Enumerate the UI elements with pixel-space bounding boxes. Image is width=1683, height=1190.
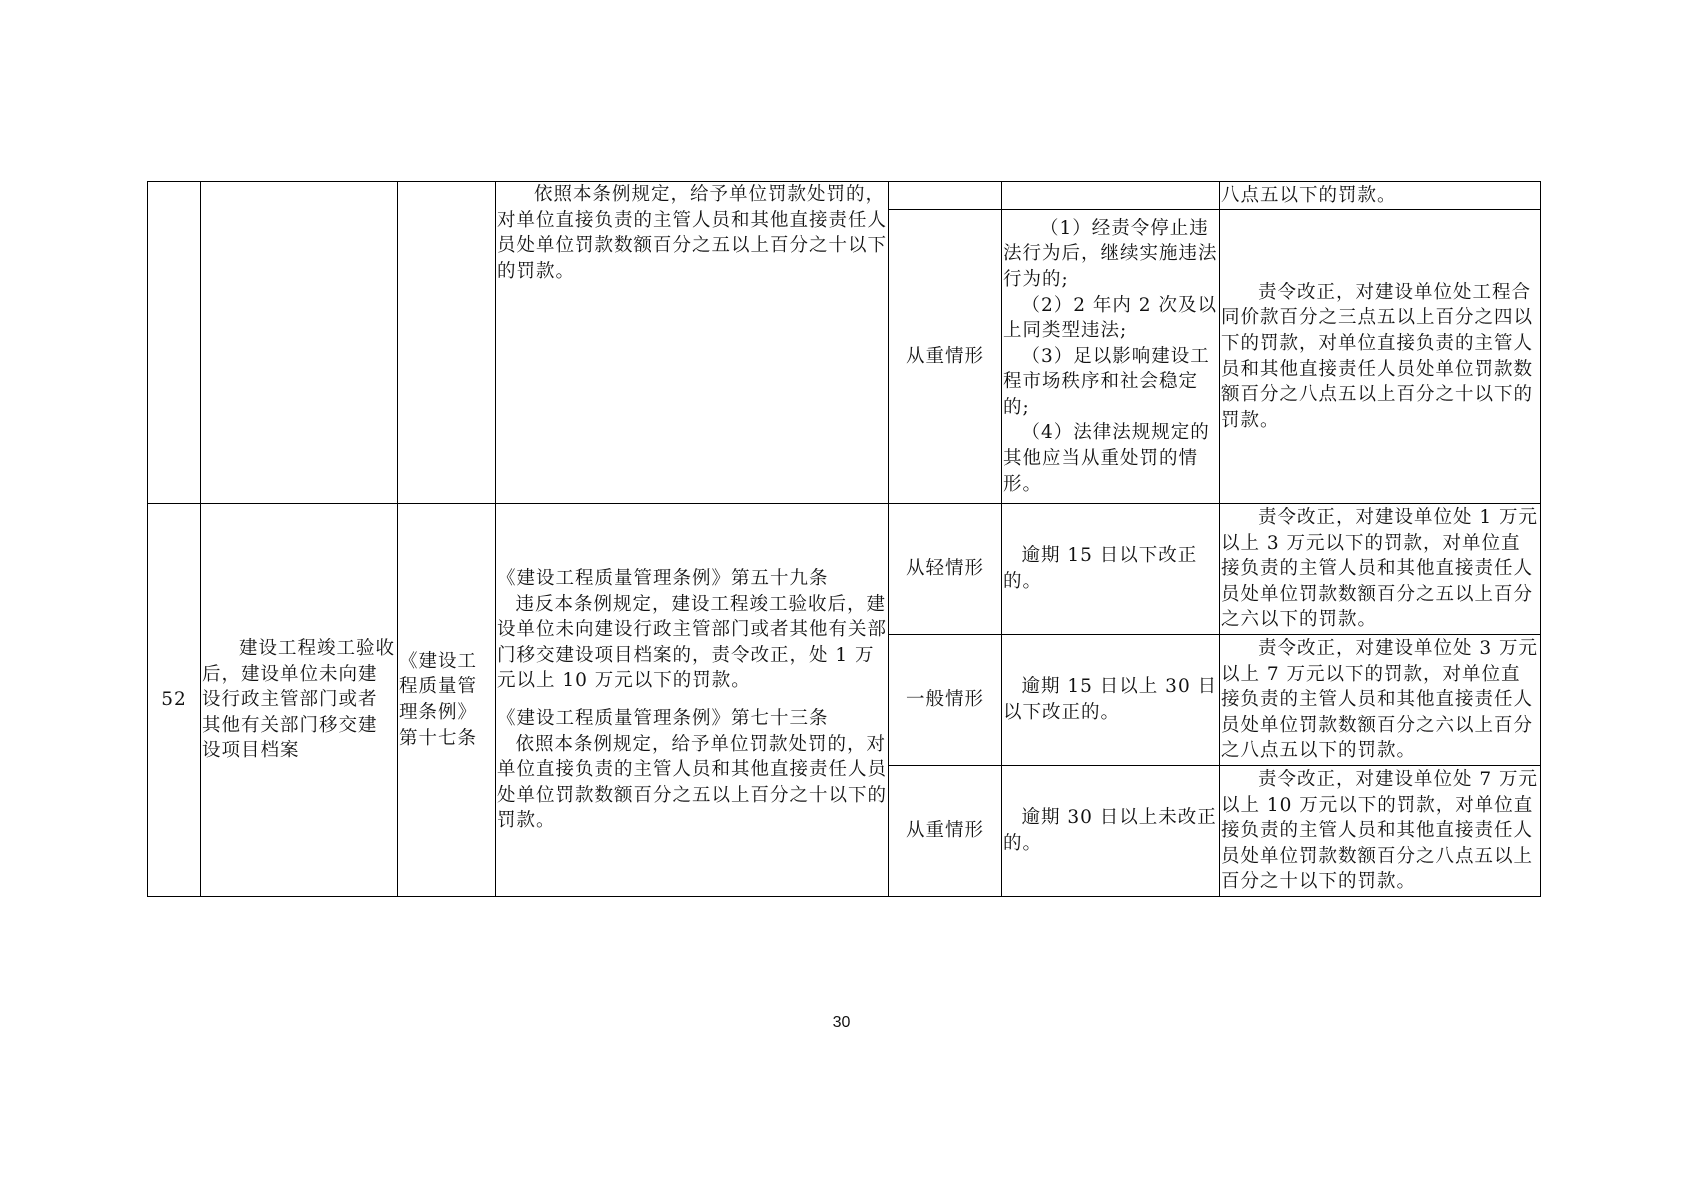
violation-cell <box>201 504 398 897</box>
penalty-standard-text: 责令改正，对建设单位处 3 万元以上 7 万元以下的罚款，对单位直接负责的主管人员和其他直接责任人员处单位罚款数额百分之六以上百分之八点五以下的罚款。 <box>1221 638 1539 762</box>
circumstance-condition-cell <box>1002 635 1220 766</box>
row-number-cell <box>148 504 201 897</box>
condition-item: 逾期 15 日以上 30 日以下改正的。 <box>1003 676 1218 723</box>
penalty-standard-cell <box>1220 210 1541 504</box>
circumstance-level-cell <box>889 635 1002 766</box>
penalty-basis-text: 依照本条例规定，给予单位罚款处罚的，对单位直接负责的主管人员和其他直接责任人员处单位罚款数额百分之五以上百分之十以下的罚款。 <box>497 184 888 282</box>
penalty-basis-text: 依照本条例规定，给予单位罚款处罚的，对单位直接负责的主管人员和其他直接责任人员处单位罚款数额百分之五以上百分之十以下的罚款。 <box>497 733 888 832</box>
violation-text: 建设工程竣工验收后，建设单位未向建设行政主管部门或者其他有关部门移交建设项目档案 <box>202 638 396 762</box>
circumstance-condition-cell <box>1002 182 1220 210</box>
penalty-basis-title: 《建设工程质量管理条例》第七十三条 <box>497 708 829 729</box>
row-number-cell <box>148 182 201 504</box>
circumstance-level: 从重情形 <box>905 820 984 842</box>
violation-cell <box>201 182 398 504</box>
condition-item: （1）经责令停止违法行为后，继续实施违法行为的; <box>1003 217 1218 290</box>
law-basis-text: 《建设工程质量管理条例》第十七条 <box>399 650 478 749</box>
circumstance-condition-cell <box>1002 766 1220 897</box>
condition-item: （2）2 年内 2 次及以上同类型违法; <box>1003 294 1217 342</box>
row-number: 52 <box>161 689 187 711</box>
penalty-standard-cell <box>1220 504 1541 635</box>
circumstance-level-cell <box>889 766 1002 897</box>
circumstance-level: 从轻情形 <box>905 558 984 580</box>
penalty-basis-text: 违反本条例规定，建设工程竣工验收后，建设单位未向建设行政主管部门或者其他有关部门移交建设项目档案的，责令改正，处 1 万元以上 10 万元以下的罚款。 <box>497 593 888 692</box>
circumstance-level-cell <box>889 210 1002 504</box>
penalty-standard-cell <box>1220 766 1541 897</box>
penalty-basis-title: 《建设工程质量管理条例》第五十九条 <box>497 568 829 590</box>
circumstance-condition-cell <box>1002 504 1220 635</box>
penalty-basis-cell <box>496 182 889 504</box>
circumstance-level: 一般情形 <box>905 689 984 711</box>
circumstance-level: 从重情形 <box>905 345 984 367</box>
law-basis-cell <box>398 182 496 504</box>
table-row <box>148 504 1541 635</box>
condition-item: （4）法律法规规定的其他应当从重处罚的情形。 <box>1003 422 1210 495</box>
penalty-basis-cell <box>496 504 889 897</box>
penalty-standards-table <box>147 181 1541 897</box>
penalty-standard-text: 八点五以下的罚款。 <box>1221 184 1397 206</box>
condition-item: 逾期 30 日以上未改正的。 <box>1003 807 1217 854</box>
penalty-standard-text: 责令改正，对建设单位处 7 万元以上 10 万元以下的罚款，对单位直接负责的主管人员和其他直接责任人员处单位罚款数额百分之八点五以上百分之十以下的罚款。 <box>1221 769 1539 893</box>
paragraph-gap <box>497 694 887 706</box>
page-number: 30 <box>832 1014 851 1031</box>
condition-item: （3）足以影响建设工程市场秩序和社会稳定的; <box>1003 345 1210 418</box>
circumstance-level-cell <box>889 182 1002 210</box>
circumstance-level-cell <box>889 504 1002 635</box>
table-row <box>148 182 1541 210</box>
law-basis-cell <box>398 504 496 897</box>
penalty-standard-cell <box>1220 635 1541 766</box>
circumstance-condition-cell <box>1002 210 1220 504</box>
condition-item: 逾期 15 日以下改正的。 <box>1003 545 1198 592</box>
penalty-standard-text: 责令改正，对建设单位处工程合同价款百分之三点五以上百分之四以下的罚款，对单位直接负责的主管人员和其他直接责任人员处单位罚款数额百分之八点五以上百分之十以下的罚款。 <box>1221 281 1534 431</box>
penalty-standard-text: 责令改正，对建设单位处 1 万元以上 3 万元以下的罚款，对单位直接负责的主管人员和其他直接责任人员处单位罚款数额百分之五以上百分之六以下的罚款。 <box>1221 507 1539 631</box>
penalty-standard-cell <box>1220 182 1541 210</box>
